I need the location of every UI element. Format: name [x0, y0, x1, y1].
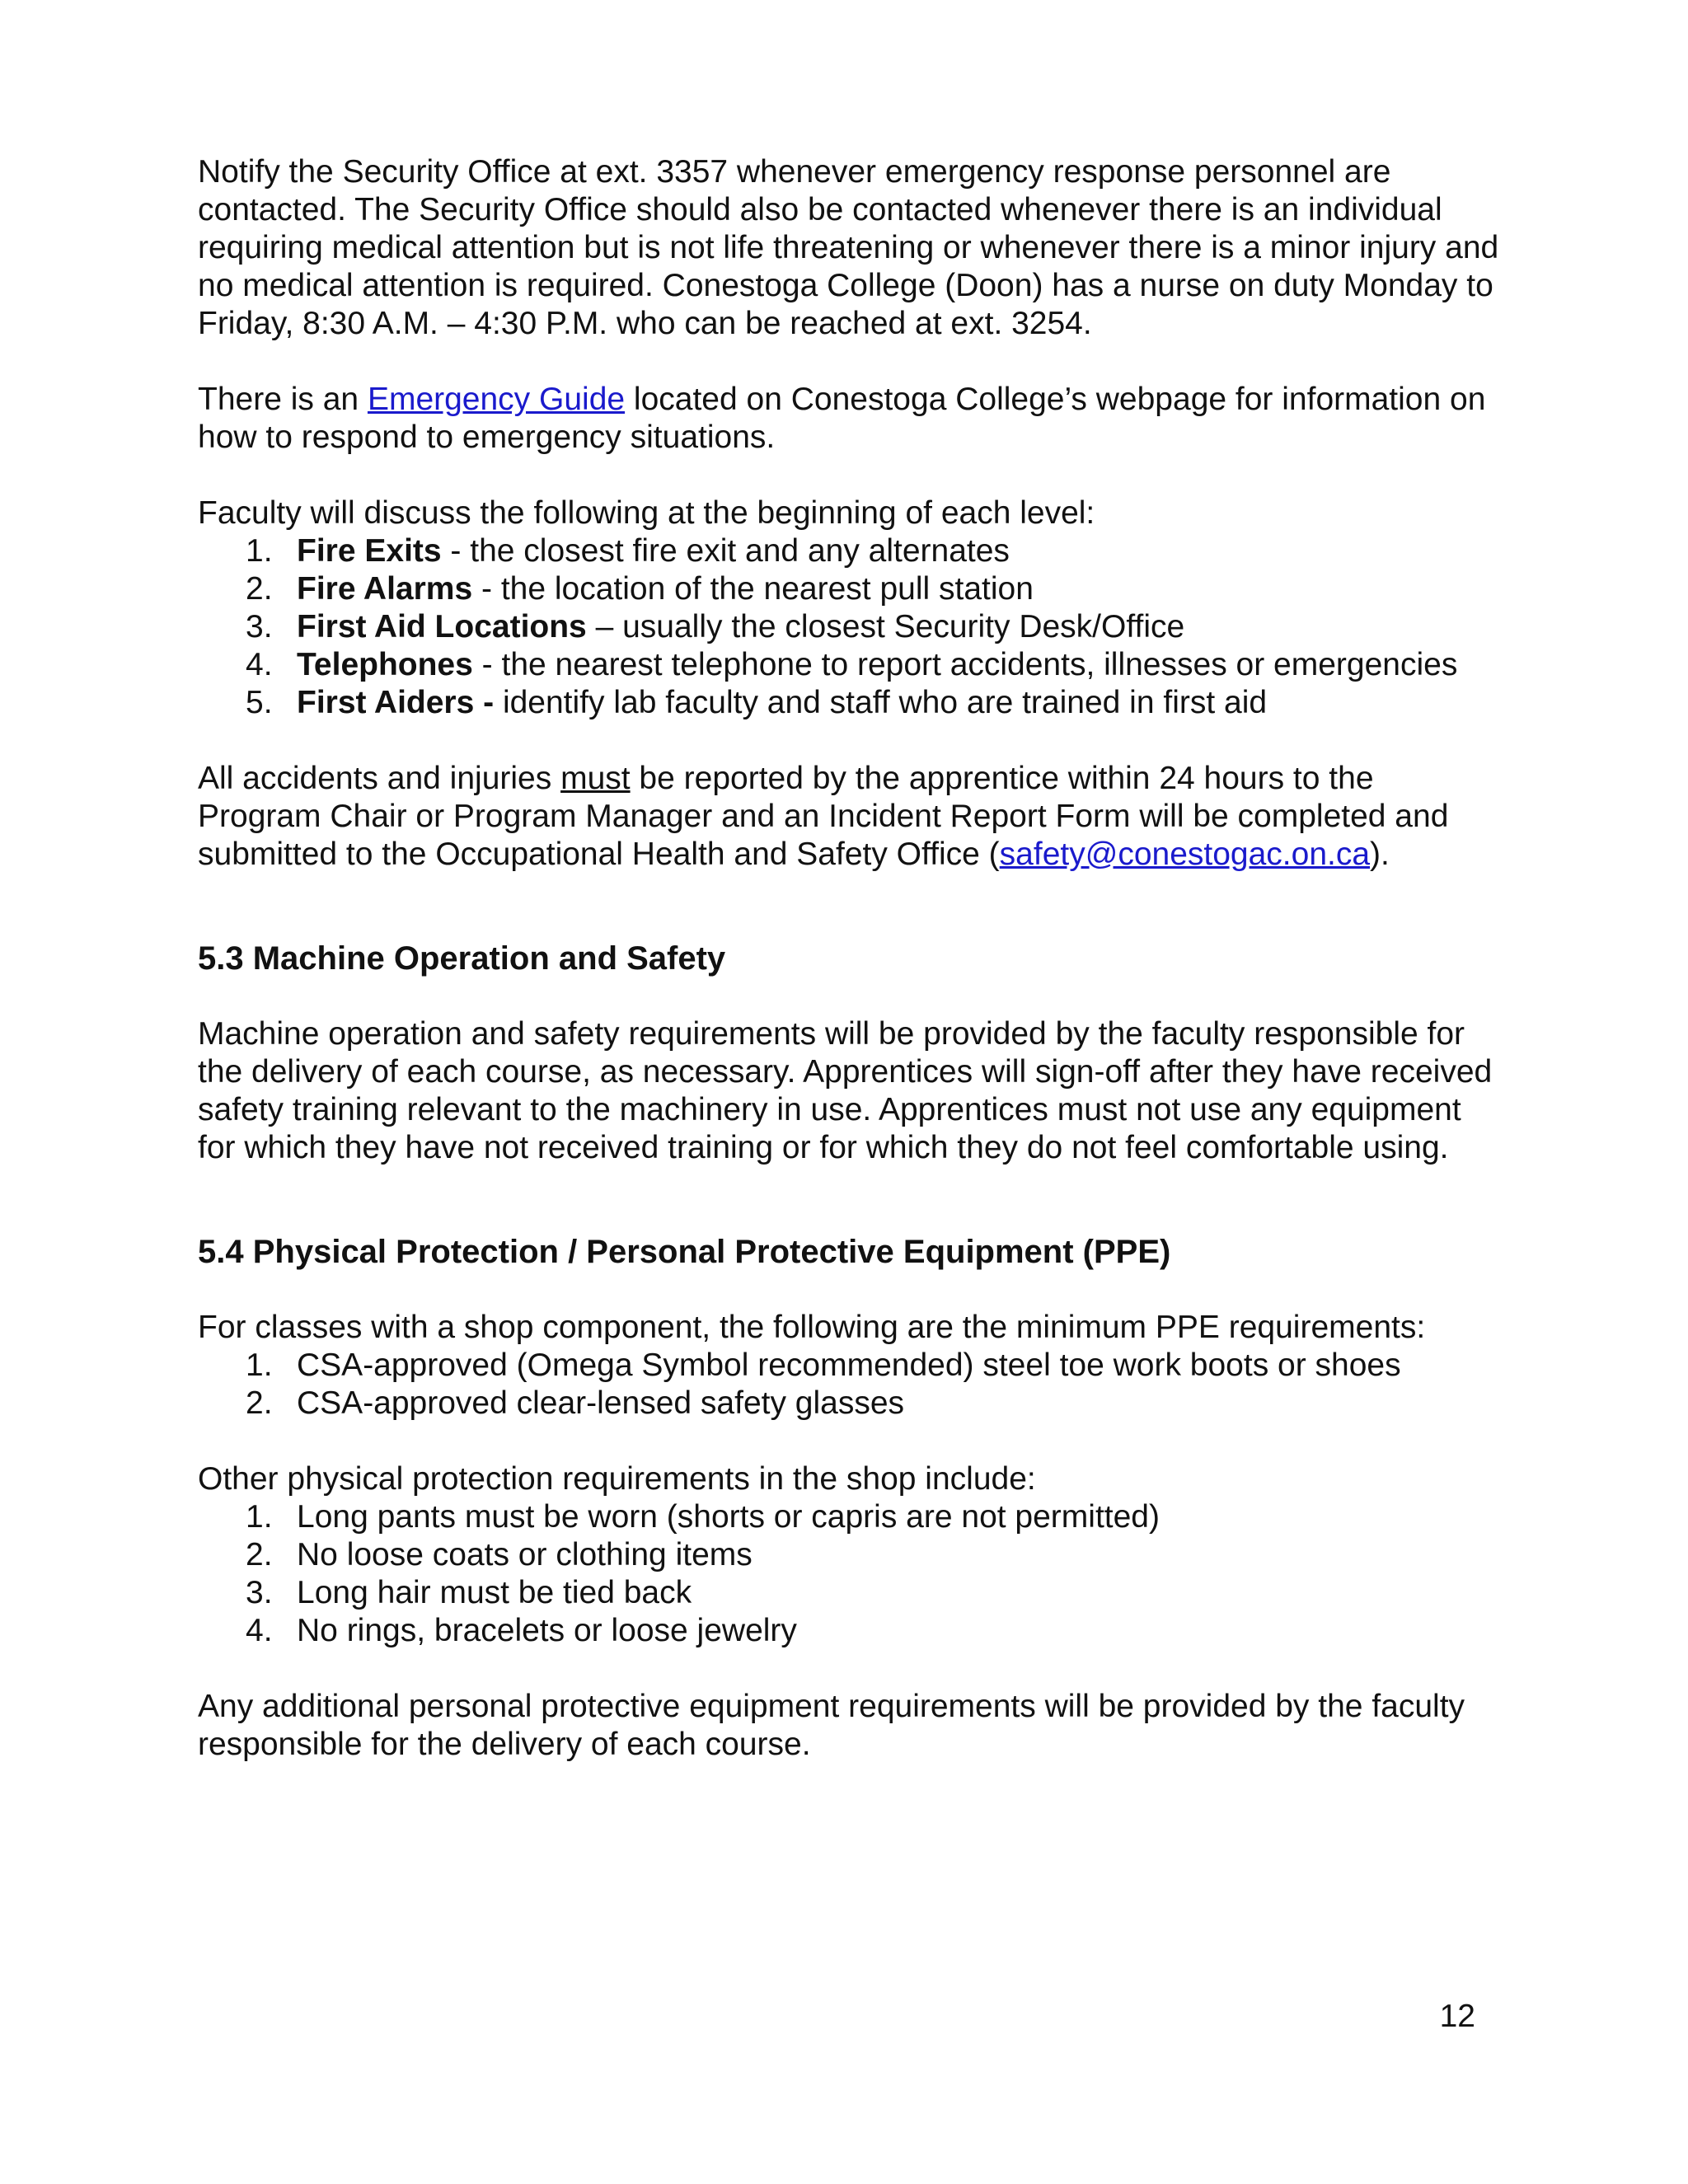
page-number: 12 [1439, 1999, 1475, 2034]
list-number: 1. [246, 533, 273, 569]
list-desc: - the closest fire exit and any alternates [441, 533, 1010, 569]
ppe-list-item [198, 1347, 1500, 1385]
list-number: 3. [246, 609, 273, 644]
list-text: Long hair must be tied back [297, 1575, 692, 1610]
other-list-item [198, 1574, 1500, 1612]
must-emphasis: must [560, 761, 631, 796]
list-text: CSA-approved (Omega Symbol recommended) steel toe work boots or shoes [297, 1347, 1401, 1383]
list-desc: - the location of the nearest pull station [472, 571, 1034, 607]
section-5-3-heading: 5.3 Machine Operation and Safety [198, 940, 726, 977]
section-5-3-body: Machine operation and safety requirements will be provided by the faculty responsible for the delivery of each course, as necessary. Apprentices will sign-off after they have received safety training relevant to the machinery in use. Apprentices must not use any equipment for which they have not received training or for which they do not feel comfortable using. [198, 1016, 1493, 1165]
emergency-guide-text-after: located on Conestoga College’s webpage for information on how to respond to emergency situations. [198, 382, 1486, 455]
list-term: First Aid Locations [297, 609, 587, 644]
ppe-intro: For classes with a shop component, the following are the minimum PPE requirements: [198, 1310, 1426, 1345]
other-list-item [198, 1536, 1500, 1574]
list-term: First Aiders - [297, 685, 495, 720]
list-number: 2. [246, 1385, 273, 1421]
list-number: 1. [246, 1347, 273, 1383]
accidents-text-after: ). [1370, 837, 1390, 872]
ppe-list [198, 1347, 1500, 1422]
list-number: 2. [246, 1537, 273, 1572]
list-number: 5. [246, 685, 273, 720]
other-list-item [198, 1498, 1500, 1536]
faculty-list-item [198, 684, 1500, 722]
list-term: Fire Alarms [297, 571, 473, 607]
closing-paragraph: Any additional personal protective equipment requirements will be provided by the faculty responsible for the delivery of each course. [198, 1689, 1465, 1762]
list-term: Telephones [297, 647, 473, 682]
list-text: No loose coats or clothing items [297, 1537, 753, 1572]
accidents-text-before: All accidents and injuries [198, 761, 561, 796]
list-number: 3. [246, 1575, 273, 1610]
faculty-list [198, 532, 1500, 722]
list-number: 2. [246, 571, 273, 607]
faculty-list-item [198, 646, 1500, 684]
other-protection-list [198, 1498, 1500, 1650]
safety-email-link[interactable]: safety@conestogac.on.ca [999, 837, 1371, 872]
emergency-guide-text-before: There is an [198, 382, 368, 417]
list-number: 4. [246, 1613, 273, 1648]
document-page [198, 153, 1500, 1764]
other-protection-intro: Other physical protection requirements in the shop include: [198, 1461, 1036, 1497]
faculty-list-item [198, 570, 1500, 608]
ppe-list-item [198, 1385, 1500, 1422]
list-desc: - the nearest telephone to report accidents, illnesses or emergencies [472, 647, 1458, 682]
list-desc: – usually the closest Security Desk/Office [586, 609, 1185, 644]
list-term: Fire Exits [297, 533, 442, 569]
list-text: Long pants must be worn (shorts or capris are not permitted) [297, 1499, 1160, 1535]
emergency-guide-paragraph [198, 381, 1500, 457]
emergency-guide-link[interactable]: Emergency Guide [367, 382, 626, 417]
list-text: CSA-approved clear-lensed safety glasses [297, 1385, 905, 1421]
faculty-list-item [198, 532, 1500, 570]
accidents-text-middle: be reported by the apprentice within 24 hours to the Program Chair or Program Manager and an Incident Report Form will be completed and submitted to the Occupational Health and Safety Office ( [198, 761, 1449, 872]
list-number: 1. [246, 1499, 273, 1535]
section-5-4-heading: 5.4 Physical Protection / Personal Protective Equipment (PPE) [198, 1234, 1171, 1270]
security-office-paragraph: Notify the Security Office at ext. 3357 whenever emergency response personnel are contacted. The Security Office should also be contacted whenever there is an individual requiring medical attention but is not life threatening or whenever there is a minor injury and no medical attention is required. Conestoga College (Doon) has a nurse on duty Monday to Friday, 8:30 A.M. – 4:30 P.M. who can be reached at ext. 3254. [198, 154, 1499, 341]
other-list-item [198, 1612, 1500, 1650]
list-desc: identify lab faculty and staff who are trained in first aid [494, 685, 1268, 720]
list-number: 4. [246, 647, 273, 682]
faculty-list-item [198, 608, 1500, 646]
faculty-intro: Faculty will discuss the following at the beginning of each level: [198, 495, 1095, 531]
accidents-paragraph [198, 760, 1500, 874]
list-text: No rings, bracelets or loose jewelry [297, 1613, 797, 1648]
